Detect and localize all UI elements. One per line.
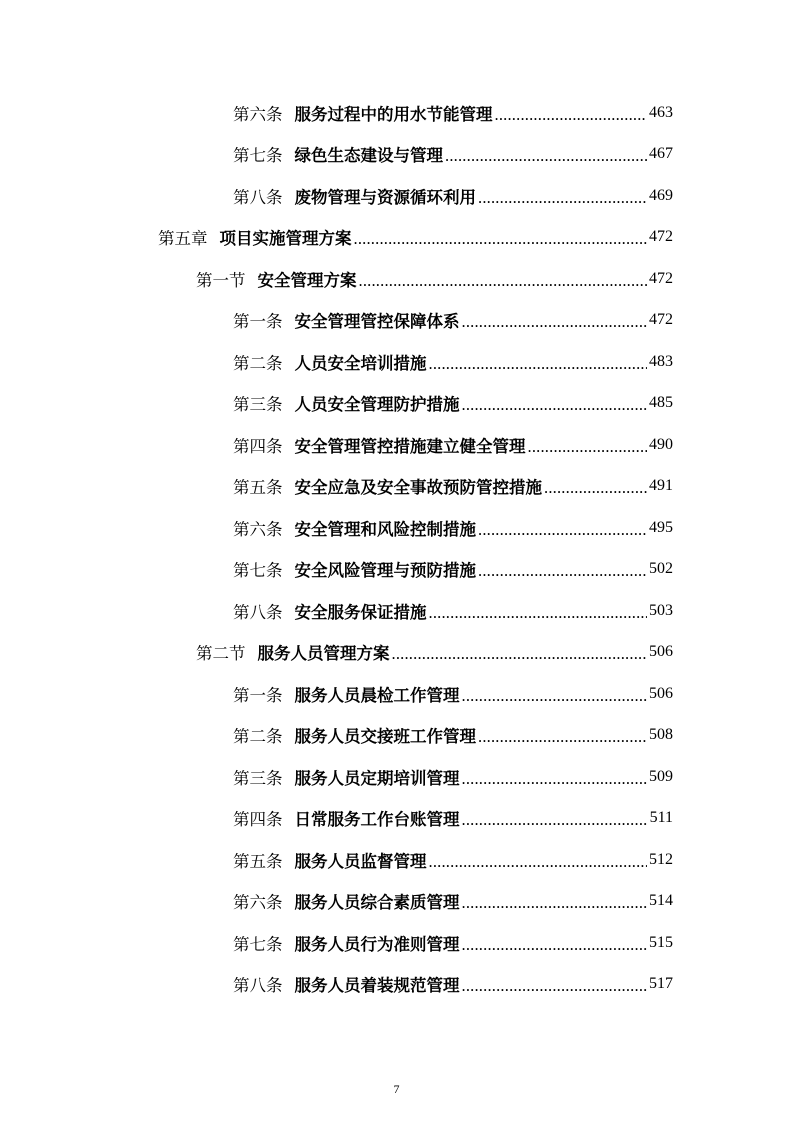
toc-entry[interactable] [0, 673, 793, 715]
toc-entry[interactable] [0, 92, 793, 134]
toc-entry[interactable] [0, 175, 793, 217]
toc-entry-title: 废物管理与资源循环利用 [294, 187, 476, 207]
toc-dot-leader [429, 354, 648, 374]
toc-entry-number: 第二条 [233, 727, 283, 747]
toc-entry[interactable] [0, 715, 793, 757]
toc-entry-page: 509 [649, 767, 673, 785]
toc-entry[interactable] [0, 590, 793, 632]
page-number: 7 [393, 1082, 400, 1096]
toc-entry[interactable] [0, 549, 793, 591]
toc-entry-title: 服务人员管理方案 [257, 644, 390, 664]
toc-dot-leader [429, 852, 648, 872]
toc-entry-number: 第一节 [196, 270, 246, 290]
toc-entry-page: 502 [649, 560, 673, 578]
toc-entry[interactable] [0, 922, 793, 964]
toc-entry-title: 日常服务工作台账管理 [294, 810, 460, 830]
toc-dot-leader [478, 520, 647, 540]
toc-dot-leader [462, 686, 648, 706]
toc-dot-leader [392, 644, 648, 664]
toc-entry[interactable] [0, 466, 793, 508]
table-of-contents [0, 92, 793, 1005]
toc-entry[interactable] [0, 839, 793, 881]
toc-dot-leader [462, 935, 648, 955]
toc-entry[interactable] [0, 300, 793, 342]
toc-entry-number: 第五章 [158, 229, 208, 249]
toc-dot-leader [462, 769, 648, 789]
toc-entry-number: 第一条 [233, 312, 283, 332]
toc-entry-number: 第八条 [233, 602, 283, 622]
toc-entry-title: 安全应急及安全事故预防管控措施 [294, 478, 542, 498]
toc-dot-leader [528, 437, 648, 457]
toc-entry-page: 491 [649, 477, 673, 495]
toc-entry-title: 安全风险管理与预防措施 [294, 561, 476, 581]
toc-dot-leader [544, 478, 647, 498]
toc-entry-number: 第七条 [233, 934, 283, 954]
toc-chapter-entry[interactable] [0, 217, 793, 259]
toc-entry-number: 第七条 [233, 561, 283, 581]
toc-entry[interactable] [0, 881, 793, 923]
toc-dot-leader [462, 810, 648, 830]
toc-entry-title: 服务人员定期培训管理 [294, 768, 460, 788]
toc-entry-title: 服务人员综合素质管理 [294, 893, 460, 913]
toc-dot-leader [478, 727, 647, 747]
toc-entry-title: 人员安全管理防护措施 [294, 395, 460, 415]
toc-entry-page: 472 [649, 228, 673, 246]
toc-dot-leader [462, 976, 648, 996]
toc-entry-title: 安全管理方案 [257, 270, 357, 290]
toc-entry[interactable] [0, 424, 793, 466]
toc-entry-title: 项目实施管理方案 [219, 229, 352, 249]
toc-entry-number: 第六条 [233, 519, 283, 539]
toc-entry-page: 515 [649, 933, 673, 951]
toc-entry-number: 第二条 [233, 353, 283, 373]
toc-entry-number: 第五条 [233, 851, 283, 871]
toc-dot-leader [495, 105, 648, 125]
toc-entry[interactable] [0, 756, 793, 798]
toc-entry-number: 第三条 [233, 395, 283, 415]
toc-entry-title: 服务人员行为准则管理 [294, 934, 460, 954]
toc-dot-leader [478, 188, 647, 208]
toc-dot-leader [359, 271, 648, 291]
toc-entry-title: 安全管理管控保障体系 [294, 312, 460, 332]
toc-entry-page: 517 [649, 975, 673, 993]
toc-entry[interactable] [0, 383, 793, 425]
toc-dot-leader [354, 229, 648, 249]
toc-dot-leader [462, 395, 648, 415]
toc-entry-title: 服务人员监督管理 [294, 851, 427, 871]
toc-entry-page: 495 [649, 518, 673, 536]
toc-dot-leader [462, 312, 648, 332]
toc-entry-page: 469 [649, 186, 673, 204]
toc-dot-leader [445, 146, 647, 166]
toc-entry-title: 人员安全培训措施 [294, 353, 427, 373]
toc-entry-number: 第六条 [233, 893, 283, 913]
toc-entry-page: 506 [649, 643, 673, 661]
toc-entry[interactable] [0, 798, 793, 840]
toc-entry[interactable] [0, 964, 793, 1006]
toc-entry-number: 第一条 [233, 685, 283, 705]
toc-dot-leader [478, 561, 647, 581]
toc-entry-page: 483 [649, 352, 673, 370]
toc-dot-leader [462, 893, 648, 913]
toc-section-entry[interactable] [0, 258, 793, 300]
toc-entry[interactable] [0, 507, 793, 549]
toc-entry-number: 第四条 [233, 436, 283, 456]
toc-entry-page: 463 [649, 103, 673, 121]
toc-entry-page: 512 [649, 850, 673, 868]
toc-entry[interactable] [0, 341, 793, 383]
toc-entry-page: 467 [649, 145, 673, 163]
toc-entry-title: 安全管理和风险控制措施 [294, 519, 476, 539]
toc-entry-number: 第四条 [233, 810, 283, 830]
toc-entry-page: 511 [649, 809, 673, 827]
toc-entry-title: 服务人员交接班工作管理 [294, 727, 476, 747]
toc-entry-page: 514 [649, 892, 673, 910]
toc-entry[interactable] [0, 134, 793, 176]
toc-entry-number: 第三条 [233, 768, 283, 788]
toc-entry-page: 508 [649, 726, 673, 744]
toc-entry-title: 服务过程中的用水节能管理 [294, 104, 493, 124]
toc-entry-page: 506 [649, 684, 673, 702]
toc-entry-title: 服务人员晨检工作管理 [294, 685, 460, 705]
toc-entry-number: 第七条 [233, 146, 283, 166]
toc-entry-number: 第二节 [196, 644, 246, 664]
toc-entry-number: 第八条 [233, 976, 283, 996]
toc-entry-title: 绿色生态建设与管理 [294, 146, 443, 166]
toc-entry-page: 490 [649, 435, 673, 453]
toc-entry-page: 485 [649, 394, 673, 412]
toc-entry-title: 安全管理管控措施建立健全管理 [294, 436, 526, 456]
toc-entry-page: 472 [649, 269, 673, 287]
toc-entry-number: 第六条 [233, 104, 283, 124]
toc-section-entry[interactable] [0, 632, 793, 674]
toc-entry-page: 472 [649, 311, 673, 329]
toc-entry-page: 503 [649, 601, 673, 619]
toc-dot-leader [429, 603, 648, 623]
toc-entry-number: 第八条 [233, 187, 283, 207]
toc-entry-title: 服务人员着装规范管理 [294, 976, 460, 996]
toc-entry-title: 安全服务保证措施 [294, 602, 427, 622]
toc-entry-number: 第五条 [233, 478, 283, 498]
